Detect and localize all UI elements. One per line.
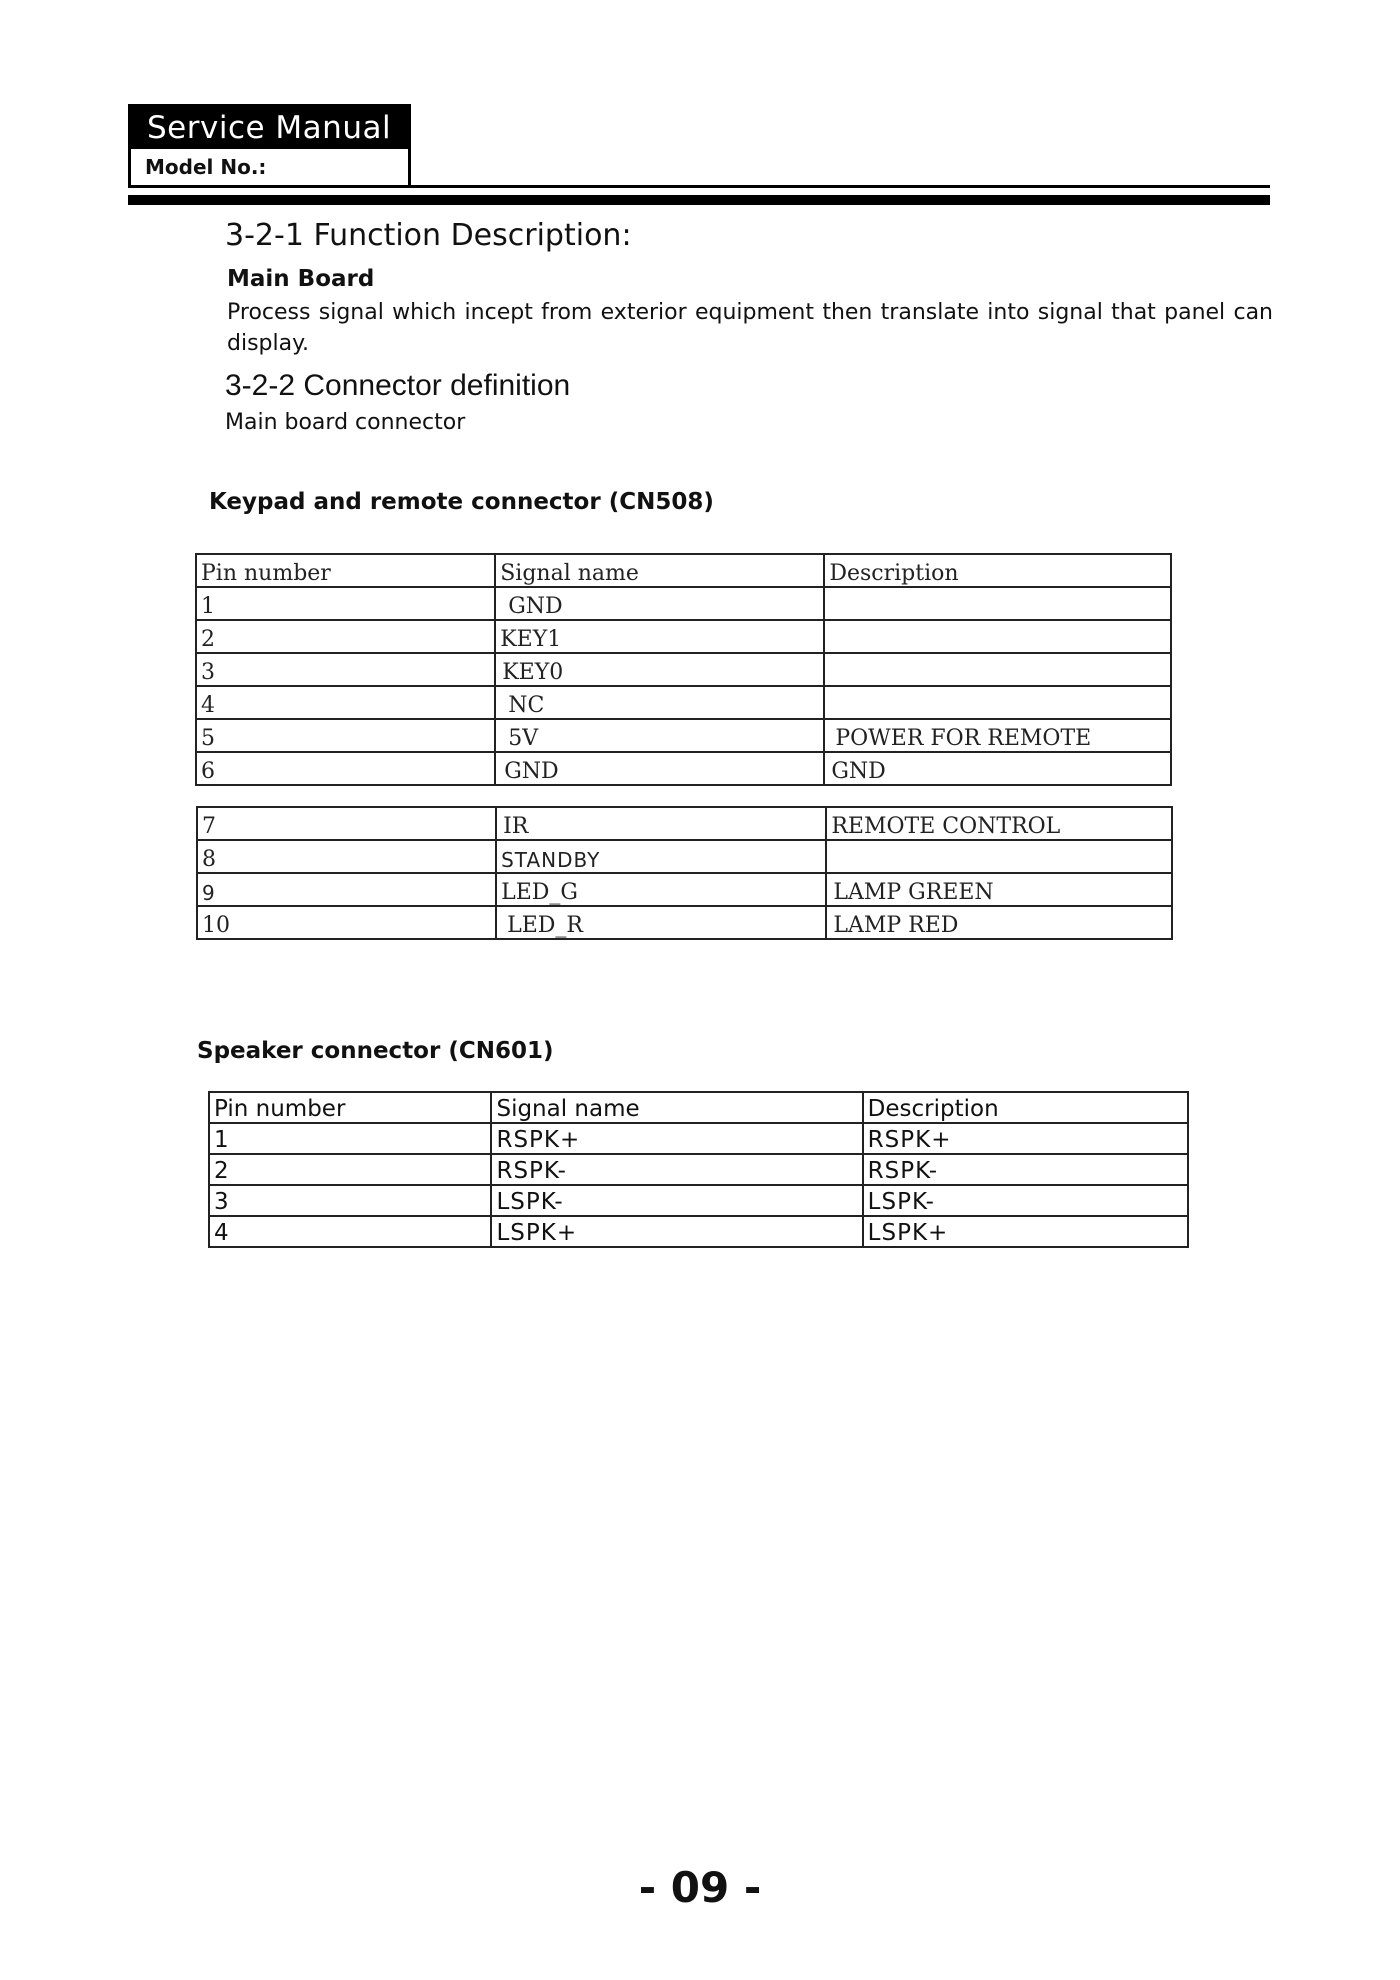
keypad-connector-table-continued <box>196 806 1173 940</box>
pin-cell: 2 <box>209 1154 491 1185</box>
signal-cell: 5V <box>495 719 824 752</box>
signal-cell: RSPK- <box>491 1154 862 1185</box>
description-cell: RSPK- <box>863 1154 1188 1185</box>
pin-cell: 6 <box>196 752 495 785</box>
table-row <box>196 653 1171 686</box>
keypad-table-title: Keypad and remote connector (CN508) <box>209 489 714 515</box>
pin-cell: 9 <box>197 873 496 906</box>
signal-cell: RSPK+ <box>491 1123 862 1154</box>
header-cell: Pin number <box>209 1092 491 1123</box>
description-cell <box>824 653 1171 686</box>
description-cell: LSPK+ <box>863 1216 1188 1247</box>
pin-cell: 1 <box>196 587 495 620</box>
table-row <box>197 906 1172 939</box>
table-header-row <box>196 554 1171 587</box>
table-row <box>209 1154 1188 1185</box>
manual-title: Service Manual <box>131 107 408 149</box>
page-number: - 09 - <box>638 1863 762 1912</box>
function-description: Process signal which incept from exterior equipment then translate into signal that panel can display. <box>227 300 1273 356</box>
description-cell <box>826 840 1172 873</box>
header-box <box>128 104 411 188</box>
table-row <box>197 840 1172 873</box>
header-cell: Description <box>863 1092 1188 1123</box>
description-cell <box>824 587 1171 620</box>
main-board-subheading: Main Board <box>227 266 375 292</box>
pin-cell: 4 <box>196 686 495 719</box>
model-number-label: Model No.: <box>131 149 408 185</box>
table-row <box>209 1185 1188 1216</box>
signal-cell: LSPK+ <box>491 1216 862 1247</box>
description-cell: RSPK+ <box>863 1123 1188 1154</box>
speaker-table-body <box>209 1092 1188 1247</box>
table-row <box>209 1216 1188 1247</box>
signal-cell: LSPK- <box>491 1185 862 1216</box>
pin-cell: 1 <box>209 1123 491 1154</box>
pin-cell: 7 <box>197 807 496 840</box>
header-cell: Description <box>824 554 1171 587</box>
signal-cell: IR <box>496 807 826 840</box>
signal-cell: LED_G <box>496 873 826 906</box>
pin-cell: 3 <box>196 653 495 686</box>
signal-cell: GND <box>495 752 824 785</box>
connector-heading: 3-2-2 Connector definition <box>225 369 571 402</box>
signal-cell: LED_R <box>496 906 826 939</box>
signal-cell: NC <box>495 686 824 719</box>
header-cell: Pin number <box>196 554 495 587</box>
table-row <box>197 873 1172 906</box>
description-cell <box>824 686 1171 719</box>
table-row <box>196 587 1171 620</box>
keypad-table-body-b <box>197 807 1172 939</box>
keypad-connector-table <box>195 553 1172 786</box>
signal-cell: KEY0 <box>495 653 824 686</box>
speaker-connector-table <box>208 1091 1189 1248</box>
description-cell: LAMP RED <box>826 906 1172 939</box>
pin-cell: 3 <box>209 1185 491 1216</box>
description-cell: LAMP GREEN <box>826 873 1172 906</box>
table-header-row <box>209 1092 1188 1123</box>
table-row <box>196 752 1171 785</box>
table-row <box>197 807 1172 840</box>
description-cell: LSPK- <box>863 1185 1188 1216</box>
description-cell: GND <box>824 752 1171 785</box>
pin-cell: 2 <box>196 620 495 653</box>
header-rule-thin <box>128 185 1270 188</box>
table-row <box>196 686 1171 719</box>
pin-cell: 8 <box>197 840 496 873</box>
header-cell: Signal name <box>491 1092 862 1123</box>
pin-cell: 10 <box>197 906 496 939</box>
signal-cell: STANDBY <box>496 840 826 873</box>
description-cell: POWER FOR REMOTE <box>824 719 1171 752</box>
table-row <box>209 1123 1188 1154</box>
connector-subtext: Main board connector <box>225 410 466 435</box>
signal-cell: GND <box>495 587 824 620</box>
keypad-table-body-a <box>196 554 1171 785</box>
table-row <box>196 719 1171 752</box>
description-cell <box>824 620 1171 653</box>
function-heading: 3-2-1 Function Description: <box>225 218 632 253</box>
speaker-table-title: Speaker connector (CN601) <box>197 1038 554 1064</box>
signal-cell: KEY1 <box>495 620 824 653</box>
header-cell: Signal name <box>495 554 824 587</box>
pin-cell: 4 <box>209 1216 491 1247</box>
header-rule-thick <box>128 195 1270 205</box>
table-row <box>196 620 1171 653</box>
pin-cell: 5 <box>196 719 495 752</box>
description-cell: REMOTE CONTROL <box>826 807 1172 840</box>
